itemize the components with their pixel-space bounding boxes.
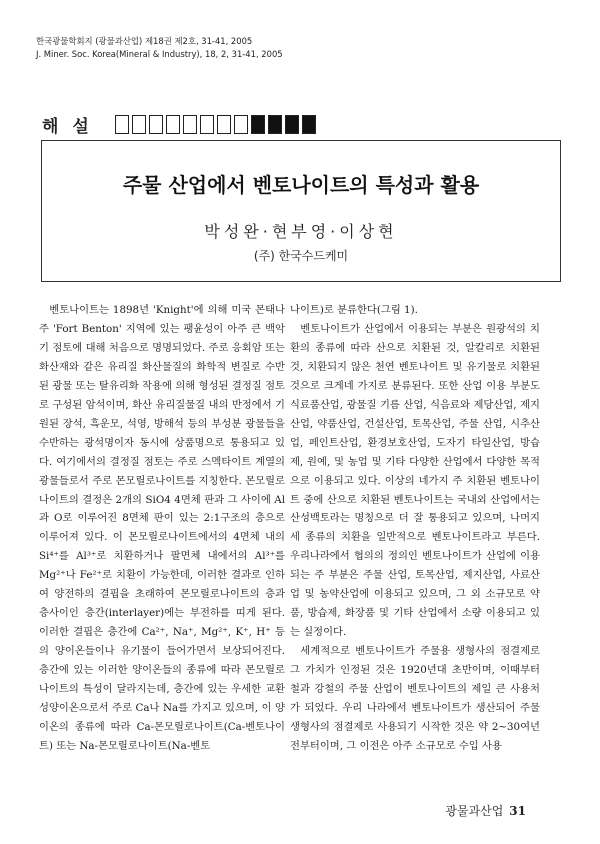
right-column — [290, 301, 540, 756]
body-paragraph: 세계적으로 벤토나이트가 주물용 생형사의 점결제로 그 가치가 인정된 것은 1920년대 초반이며, 이때부터 철과 강철의 주물 산업이 벤토나이트의 제일 큰 사용처가 되었다. 우리 나라에서 벤토나이트가 생산되어 주물 생형사의 점결제로 사용되기 시작한 것은 약 2~30여년 전부터이며, 그 이전은 아주 소규모로 수입 사용 — [290, 645, 540, 752]
body-paragraph-continued: 나이트)로 분류한다(그림 1). — [290, 304, 418, 316]
journal-citation-korean: 한국광물학회지 (광물과산업) 제18권 제2호, 31-41, 2005 — [36, 36, 253, 46]
decorative-block — [234, 115, 248, 134]
decorative-block-filled — [285, 115, 299, 134]
left-column — [39, 301, 285, 756]
article-authors: 박성완·현부영·이상현 — [204, 222, 398, 241]
decorative-block-filled — [251, 115, 265, 134]
journal-citation-english: J. Miner. Soc. Korea(Mineral & Industry), 18, 2, 31-41, 2005 — [36, 49, 283, 59]
title-box — [41, 140, 561, 282]
decorative-block — [149, 115, 163, 134]
decorative-block — [200, 115, 214, 134]
decorative-block — [132, 115, 146, 134]
decorative-block-filled — [268, 115, 282, 134]
footer-journal-name: 광물과산업 — [445, 804, 504, 818]
decorative-block — [183, 115, 197, 134]
decorative-block — [166, 115, 180, 134]
body-paragraph: 벤토나이트는 1898년 'Knight'에 의해 미국 몬태나 주 'Fort Benton' 지역에 있는 팽윤성이 아주 큰 백악기 점토에 대해 처음으로 명명되었다. 주로 응회암 또는 화산재와 같은 유리질 화산물질의 화학적 변질로 수반된 광물 또는 탈유리화 작용에 의해 형성된 결정질 점토로 구성된 암석이며, 화산 유리질물질 내의 반정에서 기원된 장석, 흑운모, 석영, 방해석 등의 부성분 광물들을 수반하는 광석명이자 동시에 상품명으로 통용되고 있다. 여기에서의 결정질 점토는 주로 스멕타이트 계열의 광물들로서 주로 몬모릴로나이트를 지칭한다. 몬모릴로나이트의 결정은 2개의 SiO4 4면체 판과 그 사이에 Al과 O로 이루어진 8면체 판이 있는 2:1구조의 층으로 이루어져 있다. 이 몬모릴로나이트에서의 4면체 내의 Si⁴⁺를 Al³⁺로 치환하거나 팔면체 내에서의 Al³⁺를 Mg²⁺나 Fe²⁺로 치환이 가능한데, 이러한 결과로 인하여 양전하의 결핍을 초래하여 몬모릴로나이트의 층과 층사이인 층간(interlayer)에는 부전하를 띠게 된다. 이러한 결핍은 층간에 Ca²⁺, Na⁺, Mg²⁺, K⁺, H⁺ 등의 양이온들이나 유기물이 들어가면서 보상되어진다. 층간에 있는 이러한 양이온들의 종류에 따라 몬모릴로나이트의 특성이 달라지는데, 층간에 있는 우세한 교환성양이온으로서 주로 Ca나 Na를 가지고 있으며, 이 양이온의 종류에 따라 Ca-몬모릴로나이트(Ca-벤토나이트) 또는 Na-몬모릴로나이트(Na-벤토 — [39, 304, 285, 752]
section-label: 해 설 — [42, 116, 93, 137]
author-affiliation: (주) 한국수드케미 — [253, 249, 349, 263]
journal-citation — [36, 35, 366, 61]
decorative-block — [217, 115, 231, 134]
body-paragraph: 벤토나이트가 산업에서 이용되는 부분은 원광석의 치환의 종류에 따라 산으로 치환된 것, 알칼리로 치환된 것, 치환되지 않은 천연 벤토나이트 및 유기물로 치환된 것으로 크게네 가지로 분류된다. 또한 산업 이용 부분도 식료품산업, 광물질 기름 산업, 식음료와 제당산업, 제지산업, 약품산업, 건설산업, 토목산업, 주물 산업, 시추산업, 페인트산업, 환경보호산업, 도자기 타일산업, 방습제, 원예, 및 농업 및 기타 다양한 산업에서 다양한 목적으로 이용되고 있다. 이상의 네가지 주 치환된 벤토나이트 중에 산으로 치환된 벤토나이트는 국내외 산업에서는 산성백토라는 명칭으로 더 잘 통용되고 있으며, 나머지 세 종류의 치환을 일반적으로 벤토나이트라고 부른다. 우리나라에서 협의의 정의인 벤토나이트가 산업에 이용되는 주 부분은 주물 산업, 토목산업, 제지산업, 사료산업 및 농약산업에 이용되고 있으며, 그 외 소규모로 약품, 방습제, 화장품 및 기타 산업에서 소량 이용되고 있는 실정이다. — [290, 322, 540, 639]
page-footer — [445, 802, 526, 819]
article-title: 주물 산업에서 벤토나이트의 특성과 활용 — [122, 173, 480, 197]
decorative-block-filled — [302, 115, 316, 134]
decorative-blocks — [115, 115, 316, 134]
decorative-block — [115, 115, 129, 134]
section-label-row — [42, 112, 316, 136]
page-number: 31 — [509, 804, 526, 818]
